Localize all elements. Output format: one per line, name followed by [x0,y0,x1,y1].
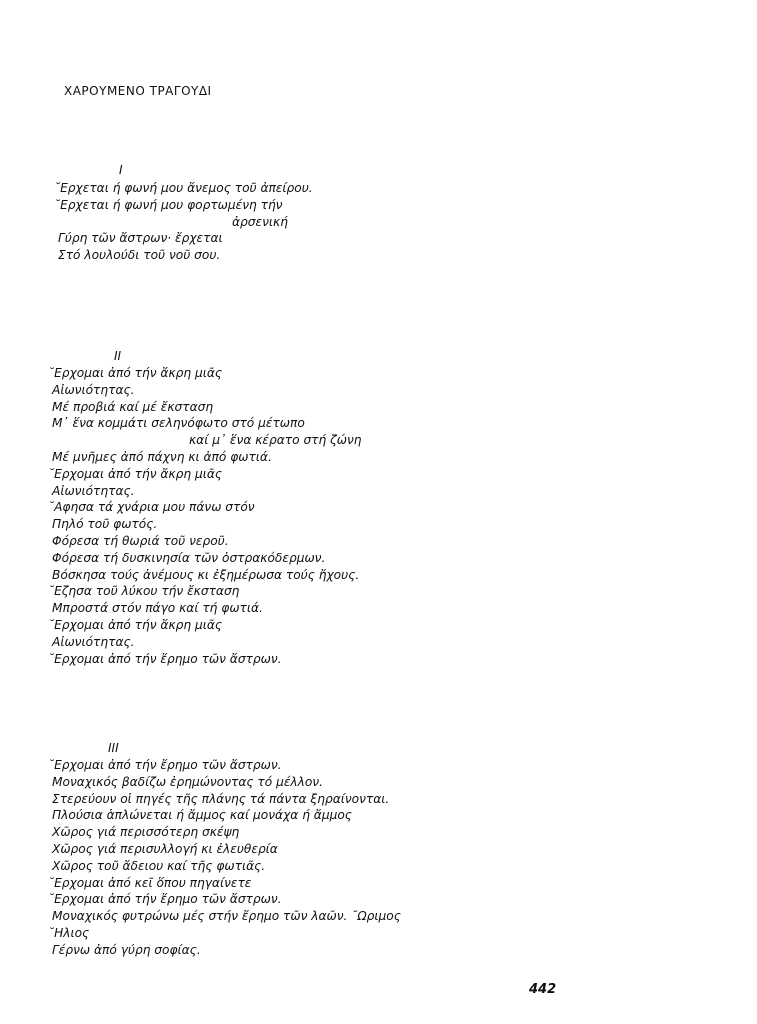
section-numeral-3: III [108,741,119,755]
poem-line: Γύρη τῶν ἄστρων· ἔρχεται [58,231,223,246]
poem-line: Πηλό τοῦ φωτός. [52,517,158,532]
poem-line: Χῶρος τοῦ ἄδειου καί τῆς φωτιᾶς. [52,858,266,873]
poem-line: ˘Ερχομαι ἀπό τήν ἔρημο τῶν ἄστρων. [48,892,282,907]
stanza-3 [48,757,401,959]
poem-line: Στερεύουν οἱ πηγές τῆς πλάνης τά πάντα ξηραίνονται. [52,791,390,806]
poem-title: ΧΑΡΟΥΜΕΝΟ ΤΡΑΓΟΥΔΙ [64,84,212,98]
poem-line: ˘Ερχομαι ἀπό τήν ἄκρη μιᾶς [48,366,223,380]
stanza-1 [48,180,313,264]
poem-line: Μ᾽ ἕνα κομμάτι σεληνόφωτο στό μέτωπο [52,416,305,431]
poem-line: ˘Ηλιος [48,925,90,940]
section-numeral-2: II [114,349,122,363]
poem-line: Μέ προβιά καί μέ ἔκσταση [52,399,214,414]
page-number: 442 [529,982,557,997]
poem-line: ˘Αφησα τά χνάρια μου πάνω στόν [48,500,255,515]
poem-line: Χῶρος γιά περισσότερη σκέψη [52,825,240,840]
section-numeral-1: I [119,163,123,177]
poem-line: ˘Ερχομαι ἀπό τήν ἔρημο τῶν ἄστρων. [48,651,282,666]
poem-line: καί μ᾽ ἕνα κέρατο στή ζώνη [189,433,362,448]
poem-line: ˘Ερχομαι ἀπό τήν ἄκρη μιᾶς [48,466,223,481]
poem-line: Χῶρος γιά περισυλλογή κι ἐλευθερία [52,841,278,856]
poem-line: Αἰωνιότητας. [52,483,135,498]
poem-line: Πλούσια ἁπλώνεται ή ἄμμος καί μονάχα ή ἄμμος [52,808,352,823]
poem-line: ˘Ερχομαι ἀπό τήν ἔρημο τῶν ἄστρων. [48,758,282,772]
poem-line: ἀρσενική [232,214,288,229]
poem-line: Αἰωνιότητας. [52,382,135,397]
poem-line: Φόρεσα τή δυσκινησία τῶν ὀστρακόδερμων. [52,550,326,565]
poem-line: Φόρεσα τή θωριά τοῦ νεροῦ. [52,533,229,548]
poem-line: Στό λουλούδι τοῦ νοῦ σου. [58,248,221,263]
poem-line: Βόσκησα τούς ἀνέμους κι ἐξημέρωσα τούς ἤχους. [52,567,360,582]
poem-line: Μπροστά στόν πάγο καί τή φωτιά. [52,601,263,616]
poem-line: Μέ μνῆμες ἀπό πάχνη κι ἀπό φωτιά. [52,449,272,464]
stanza-2 [48,365,361,667]
poem-line: ˘Ερχεται ή φωνή μου ἄνεμος τοῦ ἀπείρου. [54,181,313,195]
poem-line: ˘Ερχεται ή φωνή μου φορτωμένη τήν [54,197,283,212]
poem-line: ˘Ερχομαι ἀπό κεῖ ὅπου πηγαίνετε [48,875,252,890]
poem-line: ˘Ερχομαι ἀπό τήν ἄκρη μιᾶς [48,617,223,632]
poem-line: Γέρνω ἀπό γύρη σοφίας. [52,942,201,957]
poem-line: Αἰωνιότητας. [52,634,135,649]
poem-line: ˘Εζησα τοῦ λύκου τήν ἔκσταση [48,584,240,599]
poem-line: Μοναχικός φυτρώνω μές στήν ἔρημο τῶν λαῶν. ˘Ωριμος [52,909,401,924]
poem-line: Μοναχικός βαδίζω ἐρημώνοντας τό μέλλον. [52,774,323,789]
